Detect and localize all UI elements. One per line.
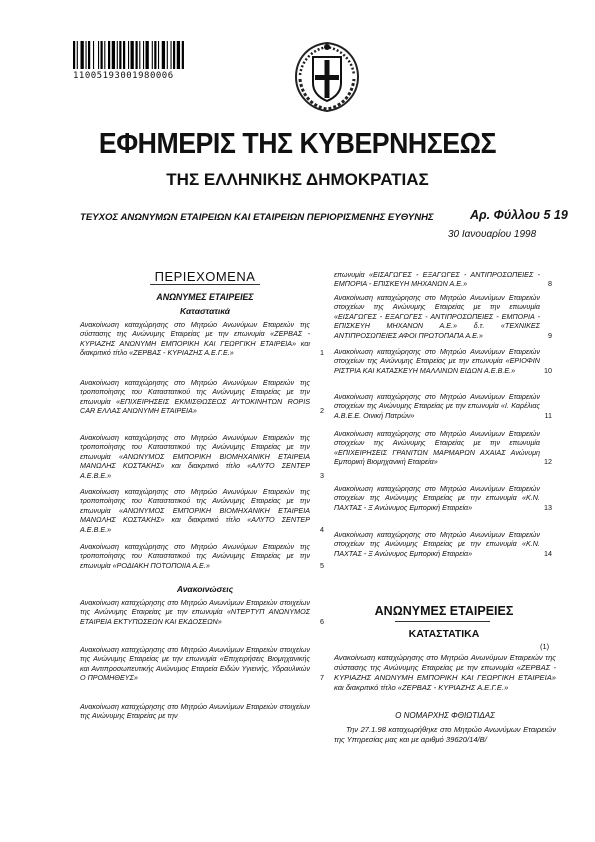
entry-text: Ανακοίνωση καταχώρησης στο Μητρώο Ανωνύμων Εταιρειών στοιχείων της Ανώνυμης Εταιρείας με την επωνυμία «Επιχειρήσεις Βιομηχανικής και Αντιπροσωπευτικής Ανώνυμος Εταιρεία Ειδών Υγιεινής, Υδραυλικών Ο ΠΡΟΜΗΘΕΥΣ» bbox=[80, 645, 310, 683]
entry-page: 3 bbox=[320, 470, 324, 480]
contents-entry bbox=[334, 429, 552, 467]
contents-entry bbox=[80, 433, 324, 480]
barcode bbox=[73, 41, 213, 69]
barcode-bar bbox=[128, 41, 129, 69]
entry-text: Ανακοίνωση καταχώρησης στο Μητρώο Ανωνύμων Εταιρειών στοιχείων της Ανώνυμης Εταιρείας με την επωνυμία «Ι. Καρέλιας Α.Β.Ε.Ε. Οινική Πατρών» bbox=[334, 392, 540, 420]
barcode-bar bbox=[98, 41, 99, 69]
notice-number: (1) bbox=[540, 642, 550, 651]
barcode-bar bbox=[119, 41, 121, 69]
entry-page: 14 bbox=[544, 548, 552, 558]
entry-page: 9 bbox=[548, 330, 552, 340]
barcode-bar bbox=[167, 41, 168, 69]
entry-page: 13 bbox=[544, 502, 552, 512]
barcode-bar bbox=[139, 41, 140, 69]
contents-entry bbox=[334, 270, 552, 289]
barcode-bar bbox=[173, 41, 175, 69]
contents-entry bbox=[80, 645, 324, 683]
entry-text: Ανακοίνωση καταχώρησης στο Μητρώο Ανωνύμων Εταιρειών στοιχείων της Ανώνυμης Εταιρείας με την επωνυμία «ΕΙΣΑΓΩΓΕΣ - ΕΞΑΓΩΓΕΣ - ΑΝΤΙΠΡΟΣΩΠΕΙΕΣ - ΕΜΠΟΡΙΑ - ΕΠΙΣΚΕΥΗ ΜΗΧΑΝΩΝ Α.Ε.» δ.τ. «ΤΕΧΝΙΚΕΣ ΑΝΤΙΠΡΟΣΩΠΕΙΕΣ ΑΦΟΙ ΠΡΩΤΟΠΑΠΑ Α.Ε.» bbox=[334, 293, 540, 340]
contents-underline bbox=[150, 284, 260, 285]
barcode-bar bbox=[108, 41, 110, 69]
contents-entry bbox=[80, 542, 324, 570]
contents-entry bbox=[334, 347, 552, 375]
contents-entry bbox=[80, 702, 310, 721]
entry-page: 1 bbox=[320, 348, 324, 358]
entry-text: Ανακοίνωση καταχώρησης στο Μητρώο Ανωνύμων Εταιρειών στοιχείων της Ανώνυμης Εταιρείας με την επωνυμία «Κ.Ν. ΠΑΧΤΑΣ - Ξ Ανώνυμος Εμπορική Εταιρεία» bbox=[334, 484, 540, 512]
contents-subsection-statutes: Καταστατικά bbox=[180, 306, 230, 316]
barcode-bar bbox=[154, 41, 156, 69]
notice-paragraph: Την 27.1.98 καταχωρήθηκε στο Μητρώο Ανωνύμων Εταιρειών της Υπηρεσίας μας και με αριθμό 39620/14/Β/ bbox=[334, 725, 556, 744]
contents-entry bbox=[334, 293, 552, 340]
contents-subsection-announcements: Ανακοινώσεις bbox=[176, 584, 234, 594]
entry-text: Ανακοίνωση καταχώρησης στο Μητρώο Ανωνύμων Εταιρειών της τροποποίησης του Καταστατικού της Ανώνυμης Εταιρείας με την επωνυμία «ΑΝΩΝΥΜΟΣ ΕΜΠΟΡΙΚΗ ΒΙΟΜΗΧΑΝΙΚΗ ΕΤΑΙΡΕΙΑ ΜΑΝΩΛΗΣ ΚΩΣΤΑΚΗΣ» και διακριτικό τίτλο «ΑΛΥΤΟ ΣΕΝΤΕΡ Α.Ε.Β.Ε.» bbox=[80, 487, 310, 534]
entry-page: 11 bbox=[544, 410, 552, 420]
barcode-bar bbox=[177, 41, 180, 69]
barcode-bar bbox=[73, 41, 75, 69]
contents-title: ΠΕΡΙΕΧΟΜΕΝΑ bbox=[154, 269, 256, 284]
contents-entry bbox=[334, 530, 552, 558]
barcode-bar bbox=[88, 41, 90, 69]
entry-page: 7 bbox=[320, 673, 324, 683]
entry-page: 4 bbox=[320, 524, 324, 534]
section-heading-underline bbox=[395, 621, 490, 622]
entry-page: 6 bbox=[320, 616, 324, 626]
contents-section-title: ΑΝΩΝΥΜΕΣ ΕΤΑΙΡΕΙΕΣ bbox=[156, 292, 254, 302]
barcode-bar bbox=[81, 41, 84, 69]
entry-page: 2 bbox=[320, 406, 324, 416]
barcode-number: 11005193001980006 bbox=[73, 71, 174, 81]
entry-text: Ανακοίνωση καταχώρησης στο Μητρώο Ανωνύμων Εταιρειών στοιχείων της Ανώνυμης Εταιρείας με την επωνυμία «ΝΤΕΡΤΥΠ ΑΝΩΝΥΜΟΣ ΕΤΑΙΡΕΙΑ ΕΚΤΥΠΩΣΕΩΝ ΚΑΙ ΕΚΔΟΣΕΩΝ» bbox=[80, 598, 310, 626]
barcode-bar bbox=[171, 41, 172, 69]
entry-text: επωνυμία «ΕΙΣΑΓΩΓΕΣ - ΕΞΑΓΩΓΕΣ - ΑΝΤΙΠΡΟΣΩΠΕΙΕΣ - ΕΜΠΟΡΙΑ - ΕΠΙΣΚΕΥΗ ΜΗΧΑΝΩΝ Α.Ε.» bbox=[334, 270, 540, 289]
contents-entry bbox=[80, 598, 324, 626]
barcode-bar bbox=[136, 41, 138, 69]
sheet-number: Αρ. Φύλλου 5 19 bbox=[470, 208, 568, 222]
barcode-bar bbox=[117, 41, 118, 69]
barcode-bar bbox=[93, 41, 94, 69]
greek-coat-of-arms-seal bbox=[288, 39, 366, 115]
barcode-bar bbox=[182, 41, 184, 69]
entry-text: Ανακοίνωση καταχώρησης στο Μητρώο Ανωνύμων Εταιρειών στοιχείων της Ανώνυμης Εταιρείας με την επωνυμία «ΕΡΙΟΦΙΝ ΡΙΣΤΡΙΑ ΚΑΙ ΚΑΤΑΣΚΕΥΗ ΜΑΛΛΙΝΩΝ ΕΙΔΩΝ Α.Ε.Β.Ε.» bbox=[334, 347, 540, 375]
barcode-bar bbox=[152, 41, 153, 69]
entry-page: 8 bbox=[548, 279, 552, 289]
section-subheading: ΚΑΤΑΣΤΑΤΙΚΑ bbox=[408, 628, 480, 640]
entry-text: Ανακοίνωση καταχώρησης στο Μητρώο Ανωνύμων Εταιρειών στοιχείων της Ανώνυμης Εταιρείας με την bbox=[80, 702, 310, 721]
barcode-bar bbox=[123, 41, 125, 69]
gazette-subtitle: ΤΗΣ ΕΛΛΗΝΙΚΗΣ ΔΗΜΟΚΡΑΤΙΑΣ bbox=[166, 170, 429, 189]
entry-text: Ανακοίνωση καταχώρησης στο Μητρώο Ανωνύμων Εταιρειών στοιχείων της Ανώνυμης Εταιρείας με την επωνυμία «Κ.Ν. ΠΑΧΤΑΣ - Ξ Ανώνυμος Εμπορική Εταιρεία» bbox=[334, 530, 540, 558]
entry-text: Ανακοίνωση καταχώρησης στο Μητρώο Ανωνύμων Εταιρειών της τροποποίησης του Καταστατικού της Ανώνυμης Εταιρείας με την επωνυμία «ΕΠΙΧΕΙΡΗΣΕΙΣ ΕΚΜΙΣΘΩΣΕΩΣ ΑΥΤΟΚΙΝΗΤΩΝ ROPIS CAR ΕΛΛΑΣ ΑΝΩΝΥΜΗ ΕΤΑΙΡΕΙΑ» bbox=[80, 378, 310, 416]
barcode-bar bbox=[112, 41, 115, 69]
issue-date: 30 Ιανουαρίου 1998 bbox=[448, 229, 537, 240]
barcode-bar bbox=[143, 41, 144, 69]
entry-text: Ανακοίνωση καταχώρησης στο Μητρώο Ανωνύμων Εταιρειών της σύστασης της Ανώνυμης Εταιρείας με την επωνυμία «ΖΕΡΒΑΣ - ΚΥΡΙΑΖΗΣ ΑΝΩΝΥΜΗ ΕΜΠΟΡΙΚΗ ΚΑΙ ΓΕΩΡΓΙΚΗ ΕΤΑΙΡΕΙΑ» και διακριτικό τίτλο «ΖΕΡΒΑΣ - ΚΥΡΙΑΖΗΣ Α.Ε.Γ.Ε.» bbox=[80, 320, 310, 358]
barcode-bar bbox=[131, 41, 134, 69]
contents-entry bbox=[80, 320, 324, 358]
barcode-bar bbox=[86, 41, 87, 69]
notice-title: Ανακοίνωση καταχώρησης στο Μητρώο Ανωνύμων Εταιρειών της σύστασης της Ανώνυμης Εταιρείας με την επωνυμία «ΖΕΡΒΑΣ - ΚΥΡΙΑΖΗΣ ΑΝΩΝΥΜΗ ΕΜΠΟΡΙΚΗ ΚΑΙ ΓΕΩΡΓΙΚΗ ΕΤΑΙΡΕΙΑ» και διακριτικό τίτλο «ΖΕΡΒΑΣ - ΚΥΡΙΑΖΗΣ Α.Ε.Γ.Ε.» bbox=[334, 653, 556, 692]
barcode-bar bbox=[158, 41, 159, 69]
contents-entry bbox=[334, 484, 552, 512]
barcode-bar bbox=[162, 41, 165, 69]
entry-text: Ανακοίνωση καταχώρησης στο Μητρώο Ανωνύμων Εταιρειών της τροποποίησης του Καταστατικού της Ανώνυμης Εταιρείας με την επωνυμία «ΡΟΔΙΑΚΗ ΠΟΤΟΠΟΙΙΑ Α.Ε.» bbox=[80, 542, 310, 570]
barcode-bar bbox=[146, 41, 149, 69]
entry-text: Ανακοίνωση καταχώρησης στο Μητρώο Ανωνύμων Εταιρειών της τροποποίησης του Καταστατικού της Ανώνυμης Εταιρείας με την επωνυμία «ΑΝΩΝΥΜΟΣ ΕΜΠΟΡΙΚΗ ΒΙΟΜΗΧΑΝΙΚΗ ΕΤΑΙΡΕΙΑ ΜΑΝΩΛΗΣ ΚΩΣΤΑΚΗΣ» και διακριτικό τίτλο «ΑΛΥΤΟ ΣΕΝΤΕΡ Α.Ε.Β.Ε.» bbox=[80, 433, 310, 480]
section-heading: ΑΝΩΝΥΜΕΣ ΕΤΑΙΡΕΙΕΣ bbox=[374, 604, 514, 618]
contents-entry bbox=[80, 378, 324, 416]
issue-line: ΤΕΥΧΟΣ ΑΝΩΝΥΜΩΝ ΕΤΑΙΡΕΙΩΝ ΚΑΙ ΕΤΑΙΡΕΙΩΝ ΠΕΡΙΟΡΙΣΜΕΝΗΣ ΕΥΘΥΝΗΣ bbox=[80, 212, 434, 223]
entry-page: 12 bbox=[544, 457, 552, 467]
barcode-bar bbox=[77, 41, 78, 69]
entry-text: Ανακοίνωση καταχώρησης στο Μητρώο Ανωνύμων Εταιρειών στοιχείων της Ανώνυμης Εταιρείας με την επωνυμία «ΕΠΙΧΕΙΡΗΣΕΙΣ ΓΡΑΝΙΤΩΝ ΜΑΡΜΑΡΩΝ ΑΧΑΙΑΣ Ανώνυμη Εμπορική Βιομηχανική Εταιρεία» bbox=[334, 429, 540, 467]
barcode-bar bbox=[104, 41, 105, 69]
entry-page: 10 bbox=[544, 365, 552, 375]
entry-page: 5 bbox=[320, 560, 324, 570]
gazette-title: ΕΦΗΜΕΡΙΣ ΤΗΣ ΚΥΒΕΡΝΗΣΕΩΣ bbox=[98, 128, 497, 160]
barcode-bar bbox=[101, 41, 103, 69]
prefect-line: Ο ΝΟΜΑΡΧΗΣ ΦΘΙΩΤΙΔΑΣ bbox=[395, 711, 495, 720]
contents-entry bbox=[334, 392, 552, 420]
contents-entry bbox=[80, 487, 324, 534]
